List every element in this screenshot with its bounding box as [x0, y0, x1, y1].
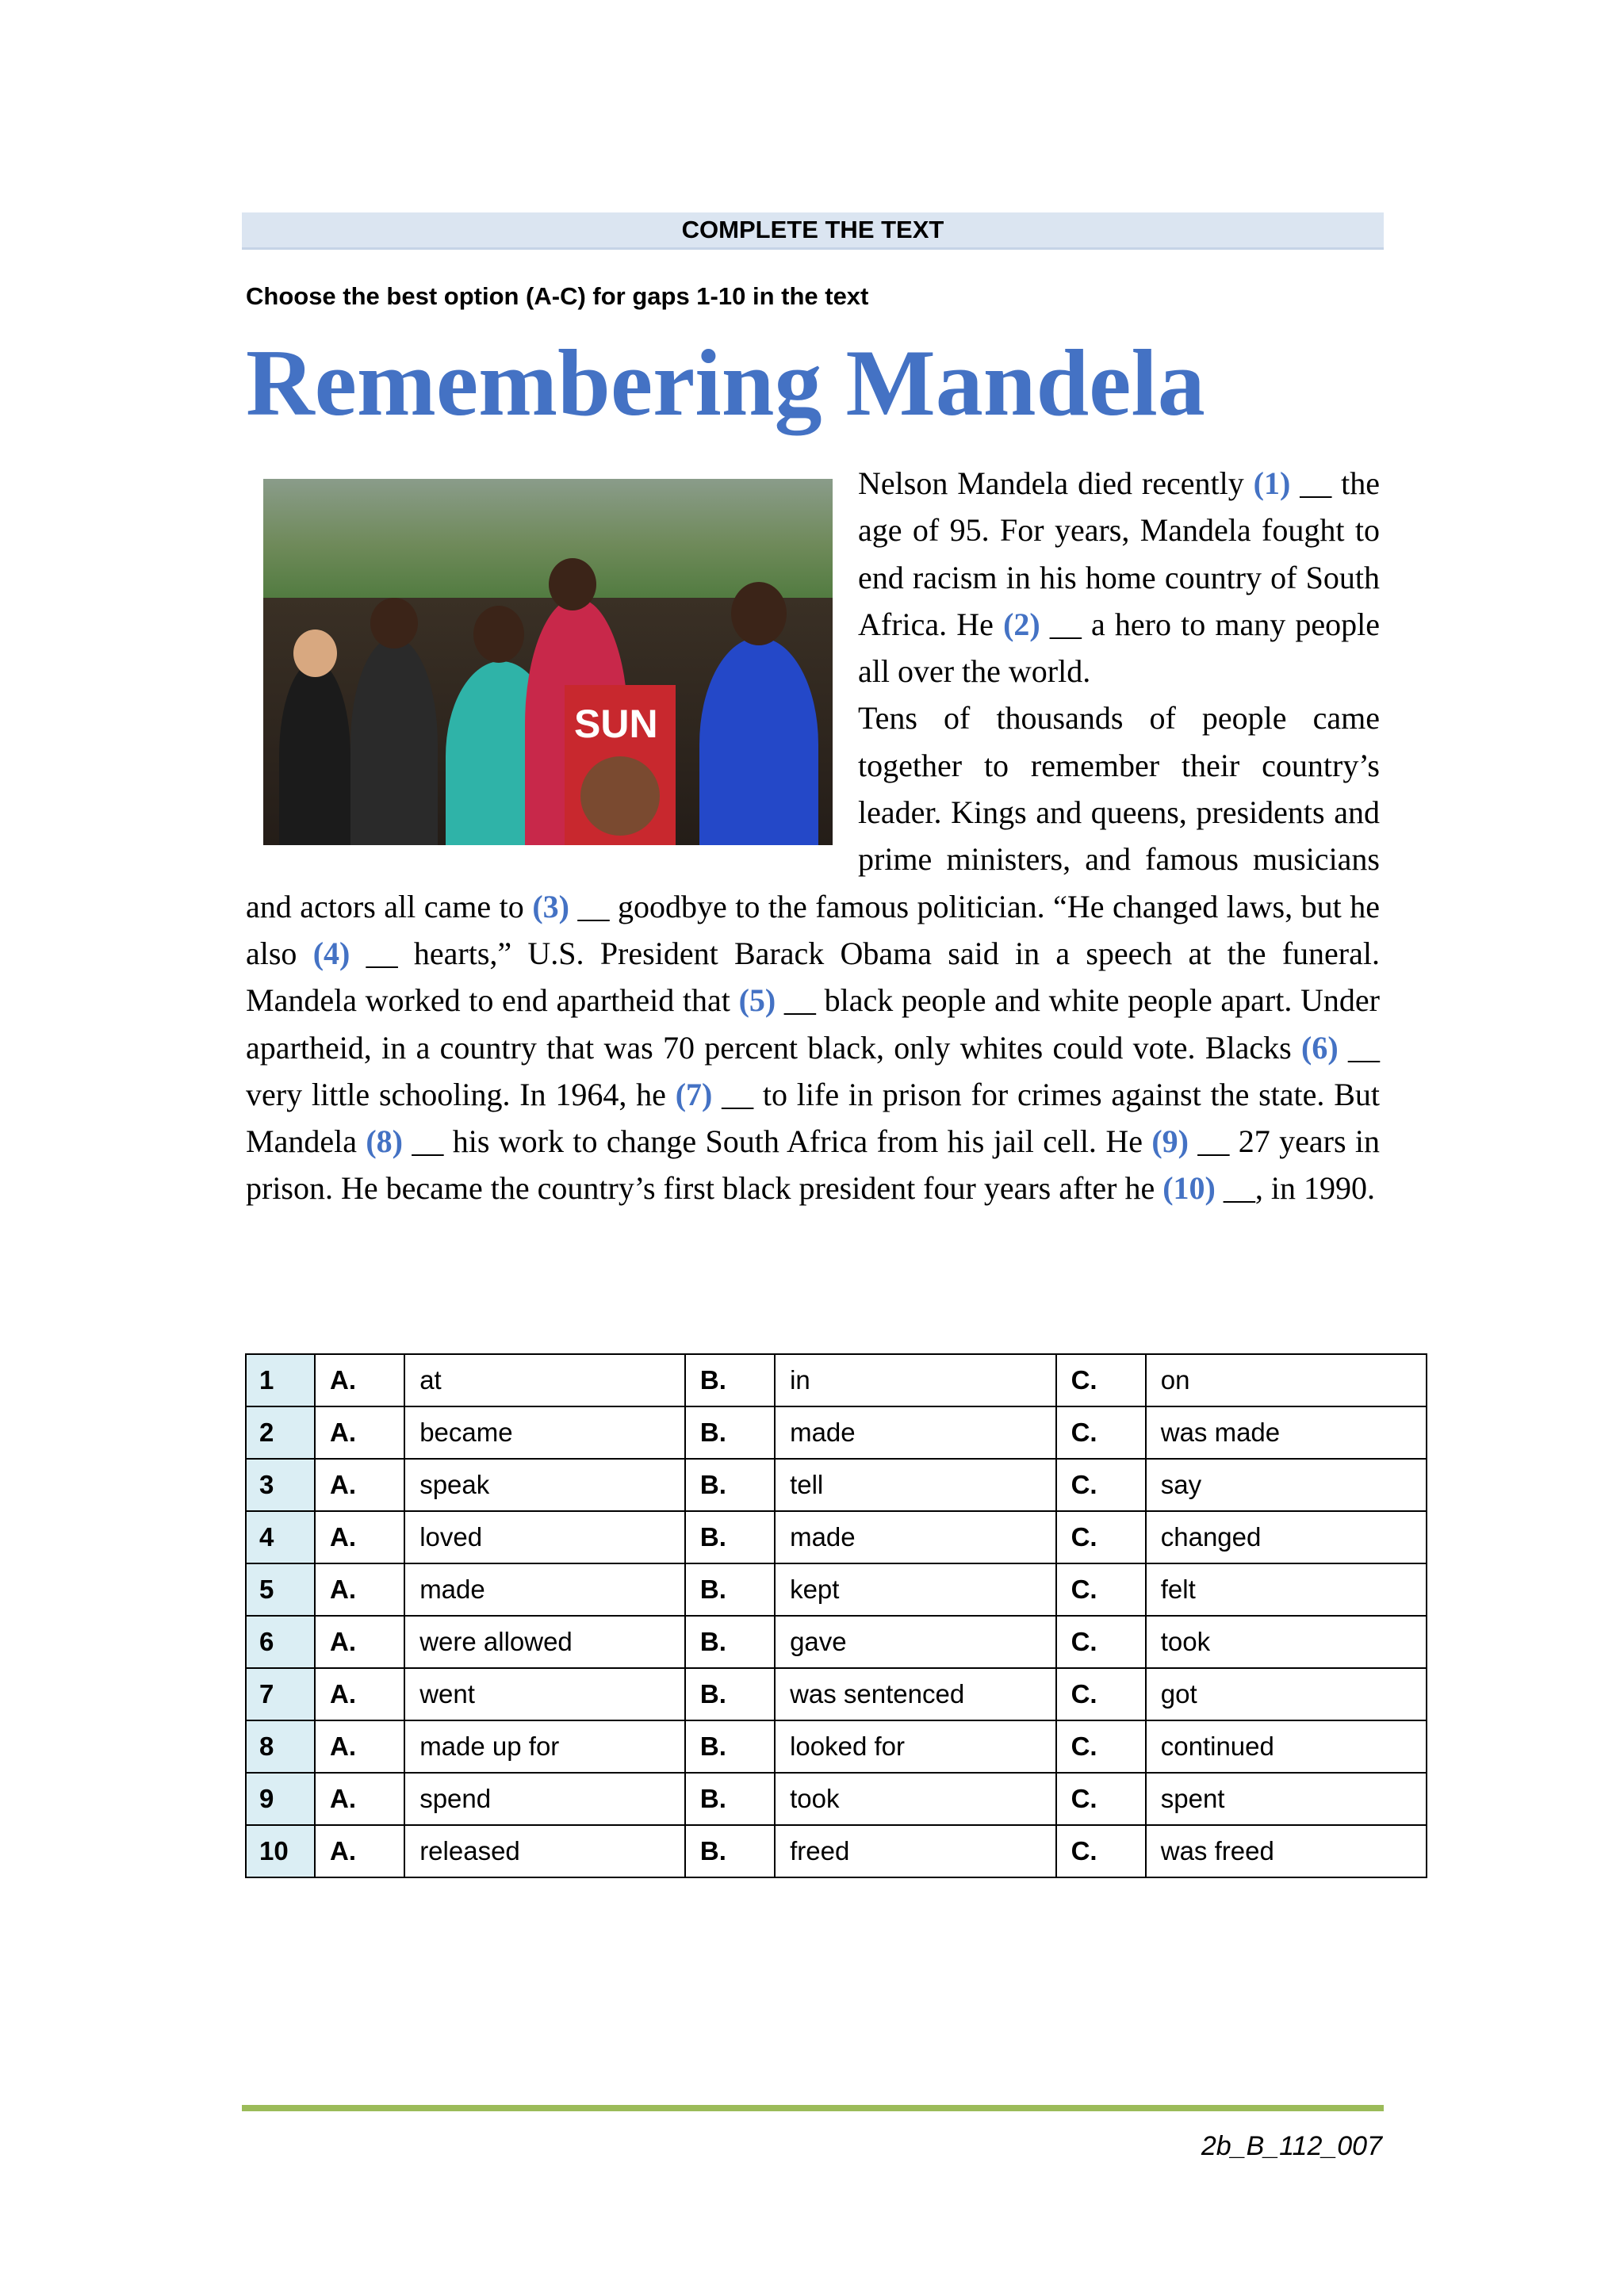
option-c-label: C.	[1056, 1720, 1146, 1773]
option-b-label: B.	[685, 1668, 775, 1720]
option-b-label: B.	[685, 1773, 775, 1825]
table-row	[246, 1825, 1427, 1877]
gap-marker: (4)	[312, 935, 350, 971]
person-figure	[350, 637, 438, 845]
option-c-label: C.	[1056, 1354, 1146, 1406]
table-row	[246, 1720, 1427, 1773]
option-c-text: spent	[1146, 1773, 1427, 1825]
table-row	[246, 1563, 1427, 1616]
option-b-label: B.	[685, 1511, 775, 1563]
option-b-label: B.	[685, 1720, 775, 1773]
newspaper-sign-text: SUN	[574, 702, 658, 746]
section-header-title: COMPLETE THE TEXT	[681, 216, 944, 243]
question-number: 7	[246, 1668, 315, 1720]
question-number: 3	[246, 1459, 315, 1511]
option-a-text: made	[404, 1563, 685, 1616]
option-c-label: C.	[1056, 1773, 1146, 1825]
option-b-label: B.	[685, 1406, 775, 1459]
option-c-label: C.	[1056, 1825, 1146, 1877]
option-c-label: C.	[1056, 1668, 1146, 1720]
option-b-text: made	[775, 1511, 1055, 1563]
option-c-label: C.	[1056, 1459, 1146, 1511]
gap-marker: (5)	[738, 982, 776, 1019]
gap-marker: (3)	[532, 888, 569, 924]
option-a-text: spend	[404, 1773, 685, 1825]
option-a-label: A.	[315, 1511, 404, 1563]
option-b-text: tell	[775, 1459, 1055, 1511]
gap-marker: (6)	[1301, 1029, 1339, 1066]
table-row	[246, 1511, 1427, 1563]
option-b-text: gave	[775, 1616, 1055, 1668]
option-b-text: took	[775, 1773, 1055, 1825]
instruction-text: Choose the best option (A-C) for gaps 1-10 in the text	[246, 282, 869, 310]
option-a-text: released	[404, 1825, 685, 1877]
option-a-label: A.	[315, 1459, 404, 1511]
option-c-text: changed	[1146, 1511, 1427, 1563]
option-a-text: loved	[404, 1511, 685, 1563]
table-row	[246, 1773, 1427, 1825]
question-number: 5	[246, 1563, 315, 1616]
gap-marker: (8)	[366, 1123, 403, 1160]
option-a-text: at	[404, 1354, 685, 1406]
question-number: 2	[246, 1406, 315, 1459]
option-c-text: felt	[1146, 1563, 1427, 1616]
person-figure	[279, 661, 350, 845]
option-c-label: C.	[1056, 1616, 1146, 1668]
person-figure	[699, 637, 818, 845]
option-b-label: B.	[685, 1354, 775, 1406]
gap-marker: (9)	[1151, 1123, 1189, 1160]
option-b-text: was sentenced	[775, 1668, 1055, 1720]
option-a-text: speak	[404, 1459, 685, 1511]
option-a-label: A.	[315, 1406, 404, 1459]
option-b-text: made	[775, 1406, 1055, 1459]
option-c-text: say	[1146, 1459, 1427, 1511]
option-a-label: A.	[315, 1354, 404, 1406]
gap-marker: (1)	[1253, 465, 1291, 501]
options-table	[245, 1353, 1427, 1878]
option-a-text: made up for	[404, 1720, 685, 1773]
option-a-label: A.	[315, 1668, 404, 1720]
gap-marker: (7)	[675, 1076, 713, 1112]
option-c-label: C.	[1056, 1406, 1146, 1459]
option-c-label: C.	[1056, 1511, 1146, 1563]
option-a-text: became	[404, 1406, 685, 1459]
table-row	[246, 1459, 1427, 1511]
option-b-text: looked for	[775, 1720, 1055, 1773]
option-a-text: were allowed	[404, 1616, 685, 1668]
gap-marker: (10)	[1162, 1170, 1216, 1207]
option-b-label: B.	[685, 1825, 775, 1877]
option-b-label: B.	[685, 1459, 775, 1511]
option-b-label: B.	[685, 1616, 775, 1668]
option-a-text: went	[404, 1668, 685, 1720]
option-a-label: A.	[315, 1825, 404, 1877]
option-a-label: A.	[315, 1720, 404, 1773]
table-row	[246, 1668, 1427, 1720]
option-c-text: on	[1146, 1354, 1427, 1406]
option-b-text: in	[775, 1354, 1055, 1406]
option-b-text: kept	[775, 1563, 1055, 1616]
section-header	[242, 212, 1384, 250]
option-a-label: A.	[315, 1773, 404, 1825]
option-c-text: got	[1146, 1668, 1427, 1720]
article-title: Remembering Mandela	[246, 330, 1205, 435]
option-c-label: C.	[1056, 1563, 1146, 1616]
option-b-text: freed	[775, 1825, 1055, 1877]
footer-divider	[242, 2105, 1384, 2111]
page-code: 2b_B_112_007	[1201, 2131, 1382, 2161]
option-a-label: A.	[315, 1616, 404, 1668]
gap-marker: (2)	[1003, 606, 1040, 642]
table-row	[246, 1616, 1427, 1668]
question-number: 10	[246, 1825, 315, 1877]
question-number: 1	[246, 1354, 315, 1406]
portrait-on-sign	[580, 756, 660, 836]
option-c-text: continued	[1146, 1720, 1427, 1773]
article-paragraph-1: Nelson Mandela died recently (1) __ the age of 95. For years, Mandela fought to end racism in his home country of South Africa. He (2) __ a hero to many people all over the world.	[858, 465, 1380, 690]
question-number: 4	[246, 1511, 315, 1563]
option-b-label: B.	[685, 1563, 775, 1616]
table-row	[246, 1406, 1427, 1459]
option-c-text: was freed	[1146, 1825, 1427, 1877]
question-number: 8	[246, 1720, 315, 1773]
option-c-text: took	[1146, 1616, 1427, 1668]
option-c-text: was made	[1146, 1406, 1427, 1459]
article-body	[246, 460, 1380, 1212]
table-row	[246, 1354, 1427, 1406]
article-paragraph-2: Tens of thousands of people came together to remember their country’s leader. Kings and queens, presidents and prime ministers, and famous musicians and actors all came to (3) __ goodbye to the famous politician. “He changed laws, but he also (4) __ hearts,” U.S. President Barack Obama said in a speech at the funeral. Mandela worked to end apartheid that (5) __ black people and white people apart. Under apartheid, in a country that was 70 percent black, only whites could vote. Blacks (6) __ very little schooling. In 1964, he (7) __ to life in prison for crimes against the state. But Mandela (8) __ his work to change South Africa from his jail cell. He (9) __ 27 years in prison. He became the country’s first black president four years after he (10) __, in 1990.	[246, 700, 1381, 1207]
option-a-label: A.	[315, 1563, 404, 1616]
question-number: 9	[246, 1773, 315, 1825]
question-number: 6	[246, 1616, 315, 1668]
crowd-photo	[263, 479, 833, 845]
